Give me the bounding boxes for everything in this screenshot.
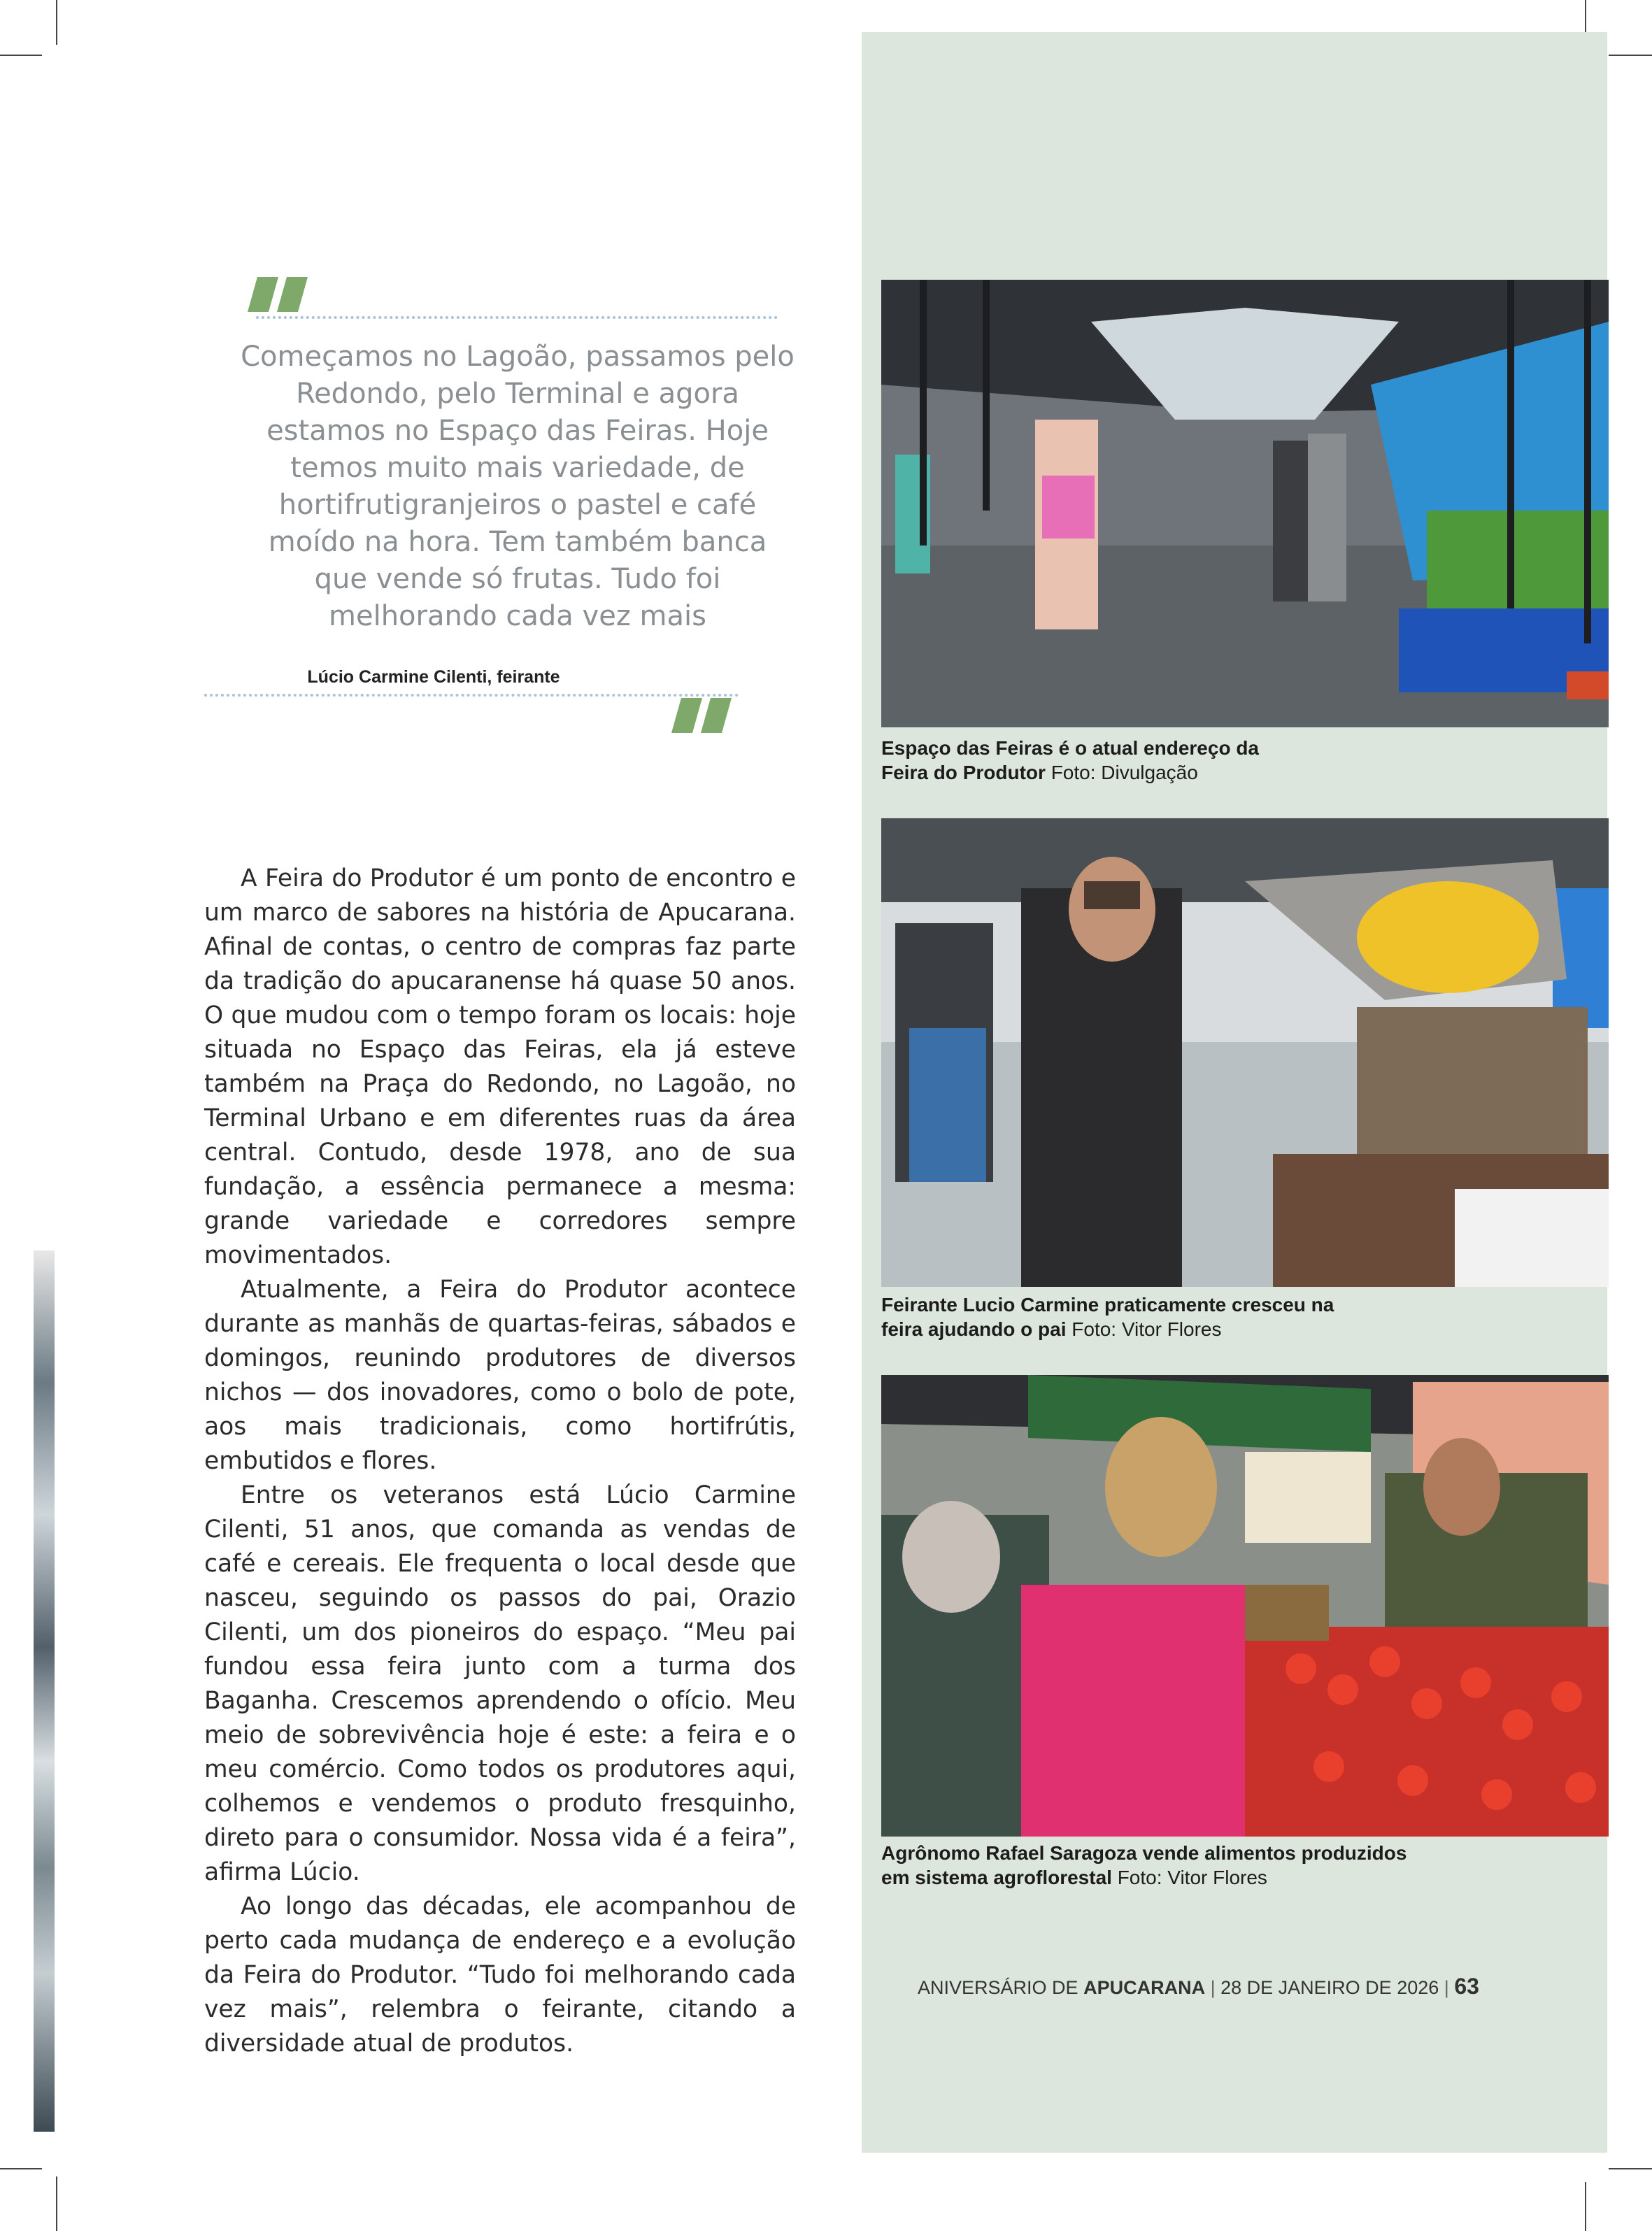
photo-credit: Foto: Vitor Flores xyxy=(1117,1867,1267,1888)
footer-separator: | xyxy=(1444,1977,1449,1998)
caption-title: Espaço das Feiras é o atual endereço da Feira do Produtor xyxy=(881,737,1259,783)
crop-mark xyxy=(56,2176,57,2231)
crop-mark xyxy=(56,0,57,45)
crop-mark xyxy=(0,2168,42,2169)
coffee-grinder-photo xyxy=(881,818,1609,1287)
bleed-image-strip xyxy=(34,1250,55,2132)
crop-mark xyxy=(1585,2182,1586,2231)
article-paragraph: Atualmente, a Feira do Produtor acontece durante as manhãs de quartas-feiras, sábados e domingos, reunindo produtores de diversos nichos — dos inovadores, como o bolo de pote, aos mais tradicionais, como hortifrútis, embutidos e flores. xyxy=(204,1276,796,1475)
article-paragraph: Ao longo das décadas, ele acompanhou de perto cada mudança de endereço e a evolução da Feira do Produtor. “Tudo foi melhorando cada vez mais”, relembra o feirante, citando a diversidade atual de produtos. xyxy=(204,1893,796,2058)
crop-mark xyxy=(1585,0,1586,36)
pull-quote: Começamos no Lagoão, passamos pelo Redondo, pelo Terminal e agora estamos no Espaço das Feiras. Hoje temos muito mais variedade, de hortifrutigranjeiros o pastel e café moído na hora. Tem também banca que vende só frutas. Tudo foi melhorando cada vez mais xyxy=(241,341,795,632)
market-hall-photo xyxy=(881,280,1609,727)
caption-title: Agrônomo Rafael Saragoza vende alimentos produzidos em sistema agroflorestal xyxy=(881,1842,1407,1888)
crop-mark xyxy=(1609,55,1652,56)
crop-mark xyxy=(1609,2168,1652,2169)
photo-caption xyxy=(881,736,1273,785)
close-quote-icon xyxy=(671,698,734,733)
quote-rule-bottom xyxy=(204,694,739,697)
photo-credit: Foto: Divulgação xyxy=(1051,762,1198,783)
article-paragraph: A Feira do Produtor é um ponto de encontro e um marco de sabores na história de Apucarana. Afinal de contas, o centro de compras faz parte da tradição do apucaranense há quase 50 anos. O que mudou com o tempo foram os locais: hoje situada no Espaço das Feiras, ela já esteve também na Praça do Redondo, no Lagoão, no Terminal Urbano e em diferentes ruas da área central. Contudo, desde 1978, ano de sua fundação, a essência permanece a mesma: grande variedade e corredores sempre movimentados. xyxy=(204,864,796,1269)
footer-date: 28 DE JANEIRO DE 2026 xyxy=(1220,1977,1439,1998)
photo-caption xyxy=(881,1841,1413,1890)
footer-city: APUCARANA xyxy=(1083,1977,1206,1998)
quote-author: Lúcio Carmine Cilenti, feirante xyxy=(307,667,560,687)
open-quote-icon xyxy=(248,277,311,312)
tomato-stall-photo xyxy=(881,1375,1609,1837)
page-number: 63 xyxy=(1454,1974,1479,1999)
photo-credit: Foto: Vitor Flores xyxy=(1071,1318,1222,1340)
quote-rule-top xyxy=(256,316,778,319)
caption-title: Feirante Lucio Carmine praticamente cresceu na feira ajudando o pai xyxy=(881,1294,1334,1340)
article-body xyxy=(204,862,796,2061)
article-paragraph: Entre os veteranos está Lúcio Carmine Cilenti, 51 anos, que comanda as vendas de café e cereais. Ele frequenta o local desde que nasceu, seguindo os passos do pai, Orazio Cilenti, um dos pioneiros do espaço. “Meu pai fundou essa feira junto com a turma dos Baganha. Crescemos aprendendo o ofício. Meu meio de sobrevivência hoje é este: a feira e o meu comércio. Como todos os produtores aqui, colhemos e vendemos o produto fresquinho, direto para o consumidor. Nossa vida é a feira”, afirma Lúcio. xyxy=(204,1481,796,1886)
photo-caption xyxy=(881,1292,1371,1341)
page-footer xyxy=(918,1974,1479,2000)
crop-mark xyxy=(0,55,42,56)
footer-separator: | xyxy=(1210,1977,1216,1998)
footer-prefix: ANIVERSÁRIO DE xyxy=(918,1977,1078,1998)
